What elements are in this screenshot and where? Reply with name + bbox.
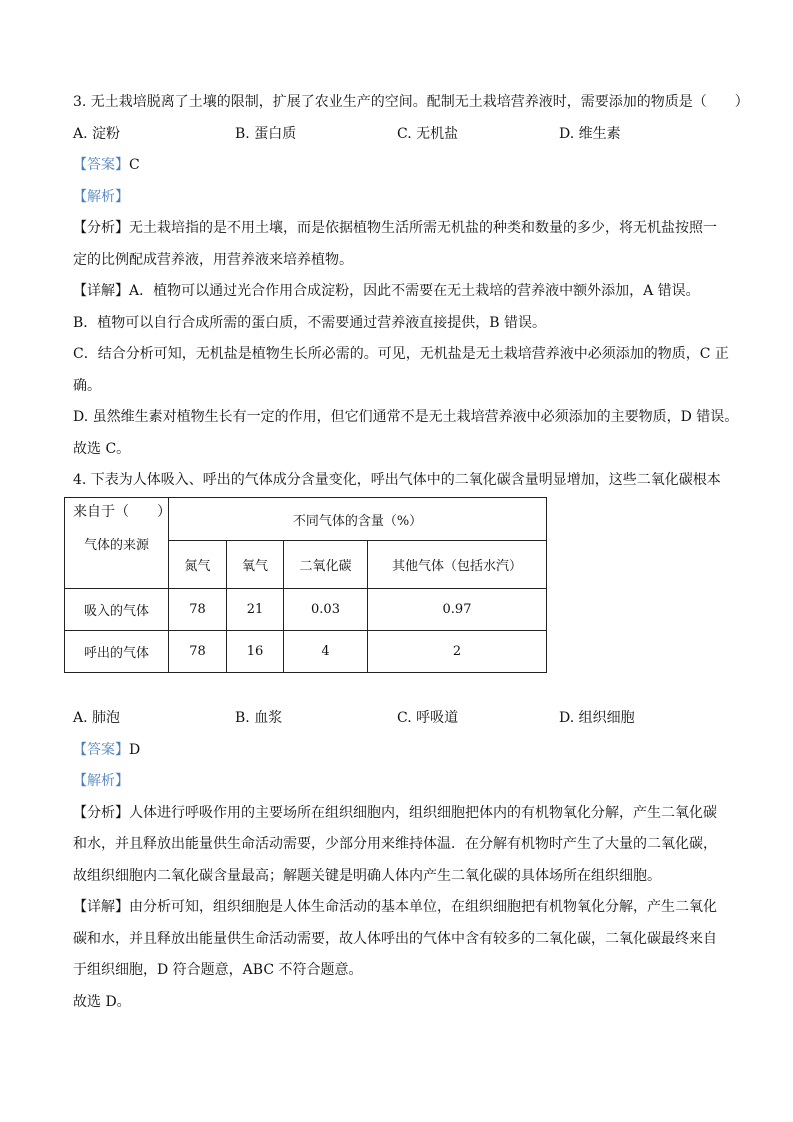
q4-stem-2: 来自于（ ） — [73, 503, 171, 520]
cell: 4 — [284, 631, 368, 673]
cell: 16 — [227, 631, 284, 673]
source-header: 气体的来源 — [65, 498, 169, 589]
cell: 0.97 — [368, 589, 547, 631]
cell: 0.03 — [284, 589, 368, 631]
col-header: 其他气体（包括水汽） — [368, 541, 547, 589]
q4-options — [73, 703, 723, 735]
analysis-tag: 【解析】 — [73, 188, 129, 205]
question-3 — [73, 87, 749, 528]
table-row — [65, 631, 547, 673]
table-row — [65, 589, 547, 631]
q4-fenxi-2: 和水，并且释放出能量供生命活动需要，少部分用来维持体温．在分解有机物时产生了大量的二氧化碳， — [73, 836, 717, 852]
gas-table — [64, 497, 547, 673]
answer-tag: 【答案】 — [73, 157, 129, 173]
q3-stem: 3. 无土栽培脱离了土壤的限制，扩展了农业生产的空间。配制无土栽培营养液时，需要添加的物质是（ ） — [73, 94, 749, 110]
col-header: 氮气 — [169, 541, 227, 589]
q3-options — [73, 119, 723, 151]
q4-option-d: D. 组织细胞 — [559, 710, 635, 726]
q4-answer: D — [129, 741, 141, 758]
q3-option-a: A. 淀粉 — [73, 125, 121, 142]
col-header: 氧气 — [227, 541, 284, 589]
cell: 21 — [227, 589, 284, 631]
q4-stem-1: 4. 下表为人体吸入、呼出的气体成分含量变化，呼出气体中的二氧化碳含量明显增加，这些二氧化碳根本 — [73, 472, 721, 488]
analysis-tag: 【解析】 — [73, 773, 129, 789]
q3-xiangjie-c1: C．结合分析可知，无机盐是植物生长所必需的。可见，无机盐是无土栽培营养液中必须添加的物质，C 正 — [73, 346, 729, 362]
q3-option-d: D. 维生素 — [559, 125, 621, 142]
cell: 2 — [368, 631, 547, 673]
xiangjie-tag: 【详解】 — [73, 899, 129, 915]
cell: 78 — [169, 631, 227, 673]
row-label: 呼出的气体 — [65, 631, 169, 673]
question-4-rest — [73, 703, 723, 1018]
q4-xiangjie-2: 碳和水，并且释放出能量供生命活动需要，故人体呼出的气体中含有较多的二氧化碳，二氧化碳最终来自 — [73, 930, 717, 947]
q3-conclusion: 故选 C。 — [73, 440, 131, 457]
q4-fenxi-3: 故组织细胞内二氧化碳含量最高；解题关键是明确人体内产生二氧化碳的具体场所在组织细胞。 — [73, 867, 661, 884]
q3-xiangjie-d: D. 虽然维生素对植物生长有一定的作用，但它们通常不是无土栽培营养液中必须添加的主要物质，D 错误。 — [73, 409, 739, 425]
q3-fenxi-text: 无土栽培指的是不用土壤，而是依据植物生活所需无机盐的种类和数量的多少，将无机盐按照一 — [129, 220, 717, 236]
q4-option-a: A. 肺泡 — [73, 710, 121, 726]
col-header: 二氧化碳 — [284, 541, 368, 589]
answer-tag: 【答案】 — [73, 741, 129, 758]
q4-xiangjie-3: 于组织细胞，D 符合题意，ABC 不符合题意。 — [73, 962, 363, 978]
q3-option-b: B. 蛋白质 — [235, 125, 297, 142]
q3-option-c: C. 无机盐 — [397, 125, 459, 142]
q3-xiangjie-c2: 确。 — [73, 377, 101, 394]
group-header: 不同气体的含量（%） — [169, 498, 547, 541]
q4-option-b: B. 血浆 — [235, 710, 283, 726]
q4-xiangjie-1: 由分析可知，组织细胞是人体生命活动的基本单位，在组织细胞把有机物氧化分解，产生二氧化 — [129, 899, 717, 915]
q4-conclusion: 故选 D。 — [73, 993, 131, 1010]
fenxi-tag: 【分析】 — [73, 220, 129, 236]
fenxi-tag: 【分析】 — [73, 804, 129, 821]
xiangjie-tag: 【详解】 — [73, 283, 129, 299]
row-label: 吸入的气体 — [65, 589, 169, 631]
q4-fenxi-1: 人体进行呼吸作用的主要场所在组织细胞内，组织细胞把体内的有机物氧化分解，产生二氧化碳 — [129, 804, 717, 821]
q4-option-c: C. 呼吸道 — [397, 710, 459, 726]
cell: 78 — [169, 589, 227, 631]
q3-answer: C — [129, 157, 140, 173]
q3-fenxi-text-2: 定的比例配成营养液，用营养液来培养植物。 — [73, 251, 353, 268]
q3-xiangjie-b: B．植物可以自行合成所需的蛋白质，不需要通过营养液直接提供，B 错误。 — [73, 314, 547, 331]
q3-xiangjie-a: A．植物可以通过光合作用合成淀粉，因此不需要在无土栽培的营养液中额外添加，A 错误。 — [129, 283, 700, 299]
